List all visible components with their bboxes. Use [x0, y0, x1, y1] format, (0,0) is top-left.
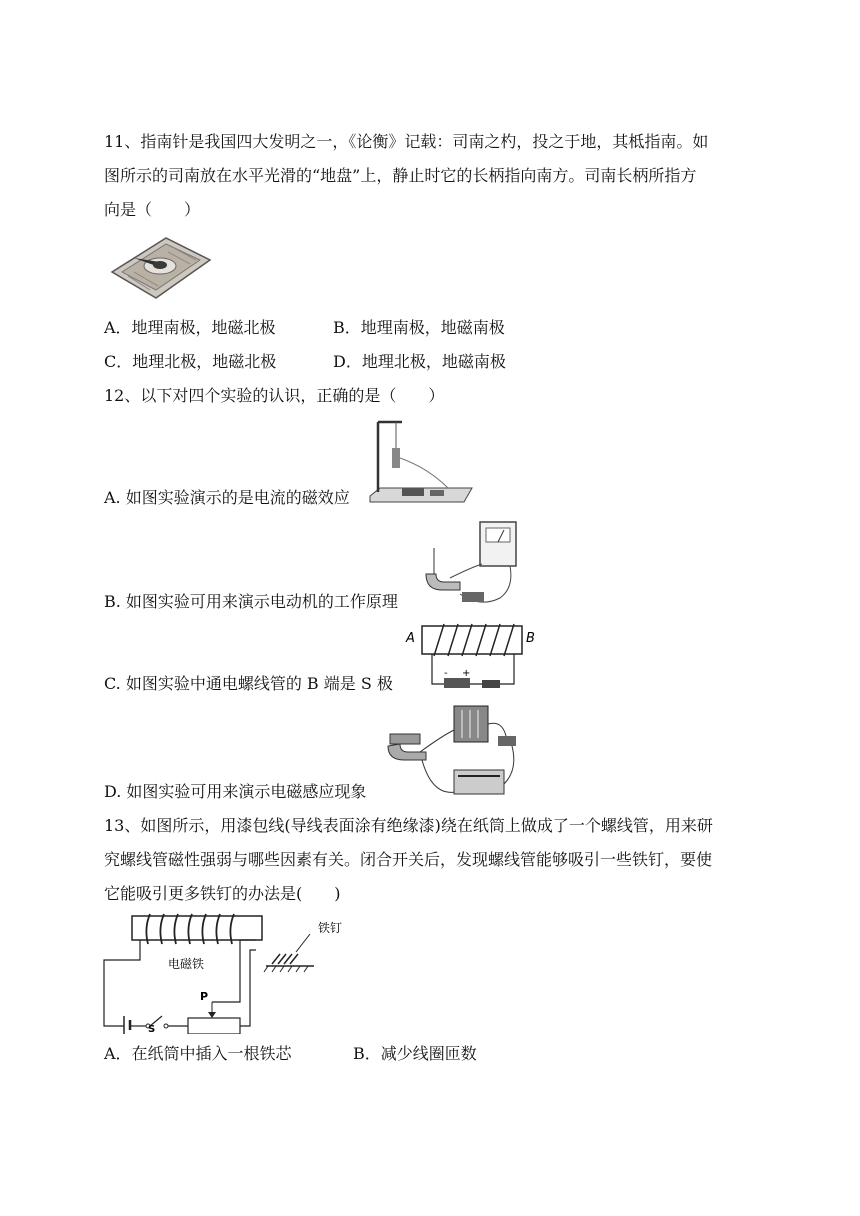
q11-stem-line-2: 图所示的司南放在水平光滑的“地盘”上，静止时它的长柄指向南方。司南长柄所指方: [104, 166, 697, 185]
q11-option-c: C．地理北极，地磁北极: [104, 352, 277, 371]
q13-option-a: A．在纸筒中插入一根铁芯: [104, 1044, 292, 1063]
battery-plus-label: +: [462, 668, 471, 679]
q13-option-b: B．减少线圈匝数: [353, 1044, 477, 1063]
q12-option-a: A. 如图实验演示的是电流的磁效应: [104, 488, 350, 507]
q12-stem: 12、以下对四个实验的认识，正确的是（ ）: [104, 386, 445, 405]
q11-option-b: B．地理南极，地磁南极: [333, 318, 505, 337]
q12-figure-d-motor: [382, 700, 524, 802]
q11-option-a: A．地理南极，地磁北极: [104, 318, 276, 337]
q12-figure-b-generator: [420, 518, 524, 608]
solenoid-label-b: B: [526, 631, 535, 646]
q12-figure-a-oersted: [368, 418, 474, 506]
battery-minus-label: -: [444, 668, 448, 679]
q11-stem-line-1: 11、指南针是我国四大发明之一，《论衡》记载：司南之杓，投之于地，其柢指南。如: [104, 132, 709, 151]
q12-figure-c-solenoid: [404, 620, 544, 692]
q13-electromagnet-circuit-figure: [100, 910, 360, 1034]
slider-label: P: [200, 990, 209, 1003]
q12-option-d: D. 如图实验可用来演示电磁感应现象: [104, 782, 367, 801]
solenoid-label-a: A: [406, 631, 415, 646]
q13-stem-line-2: 究螺线管磁性强弱与哪些因素有关。闭合开关后，发现螺线管能够吸引一些铁钉，要使: [104, 850, 713, 869]
q12-option-b: B. 如图实验可用来演示电动机的工作原理: [104, 592, 398, 611]
q11-stem-line-3: 向是（ ）: [104, 200, 201, 219]
q11-option-d: D．地理北极，地磁南极: [333, 352, 506, 371]
q13-stem-line-3: 它能吸引更多铁钉的办法是( ): [104, 884, 341, 903]
sinan-compass-figure: [104, 232, 214, 302]
electromagnet-label: 电磁铁: [168, 957, 205, 971]
q12-option-c: C. 如图实验中通电螺线管的 B 端是 S 极: [104, 674, 393, 693]
nails-label: 铁钉: [318, 921, 343, 935]
switch-label: S: [148, 1024, 156, 1034]
q13-stem-line-1: 13、如图所示，用漆包线(导线表面涂有绝缘漆)绕在纸筒上做成了一个螺线管，用来研: [104, 816, 713, 835]
